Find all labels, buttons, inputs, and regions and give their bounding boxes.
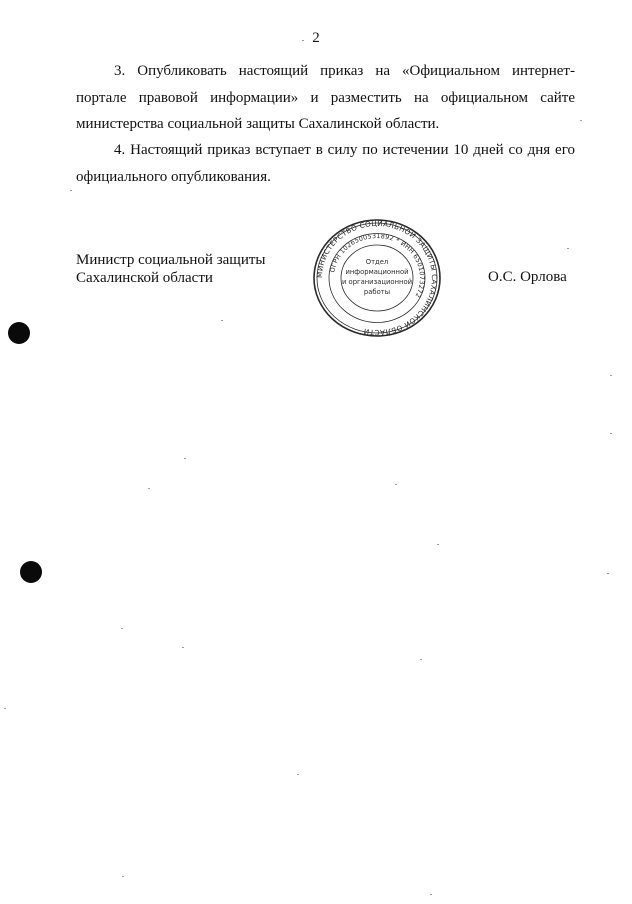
punch-hole-top (8, 322, 30, 344)
scan-speck (182, 647, 184, 648)
scan-speck (610, 375, 612, 376)
seal-center-line-3: и организационной (341, 278, 413, 286)
scan-speck (610, 433, 612, 434)
scan-speck (607, 573, 609, 574)
scan-speck (437, 544, 439, 545)
scan-speck (420, 659, 422, 660)
seal-center-line-4: работы (363, 288, 391, 296)
signer-name: О.С. Орлова (488, 269, 567, 285)
scan-speck (221, 320, 223, 321)
scan-speck (121, 628, 123, 629)
seal-outer-text: МИНИСТЕРСТВО СОЦИАЛЬНОЙ ЗАЩИТЫ САХАЛИНСКОЙ ОБЛАСТИ (314, 218, 440, 338)
seal-inner-text: ОГРН 1026500531892 * ИНН 6501073272 (328, 231, 427, 300)
scan-speck (184, 458, 186, 459)
official-seal-stamp (312, 218, 442, 338)
paragraph-4: 4. Настоящий приказ вступает в силу по истечении 10 дней со дня его официального опубликования. (76, 142, 575, 185)
scan-speck (430, 894, 432, 895)
scan-speck (70, 190, 72, 191)
seal-center-line-2: информационной (345, 268, 409, 276)
scan-speck (148, 488, 150, 489)
paragraph-3: 3. Опубликовать настоящий приказ на «Официальном интернет-портале правовой информации» и разместить на официальном сайте министерства социальной защиты Сахалинской области. (76, 63, 575, 132)
signer-title-line-1: Министр социальной защиты (76, 252, 266, 268)
signer-title (76, 251, 266, 287)
scan-speck (580, 120, 582, 121)
scan-speck (122, 876, 124, 877)
scan-speck (395, 484, 397, 485)
scan-speck (4, 708, 6, 709)
seal-center-line-1: Отдел (365, 258, 389, 266)
scan-speck (302, 40, 304, 41)
punch-hole-bottom (20, 561, 42, 583)
scan-speck (297, 774, 299, 775)
signer-title-line-2: Сахалинской области (76, 270, 213, 286)
scan-speck (567, 248, 569, 249)
page-number: 2 (312, 30, 320, 46)
